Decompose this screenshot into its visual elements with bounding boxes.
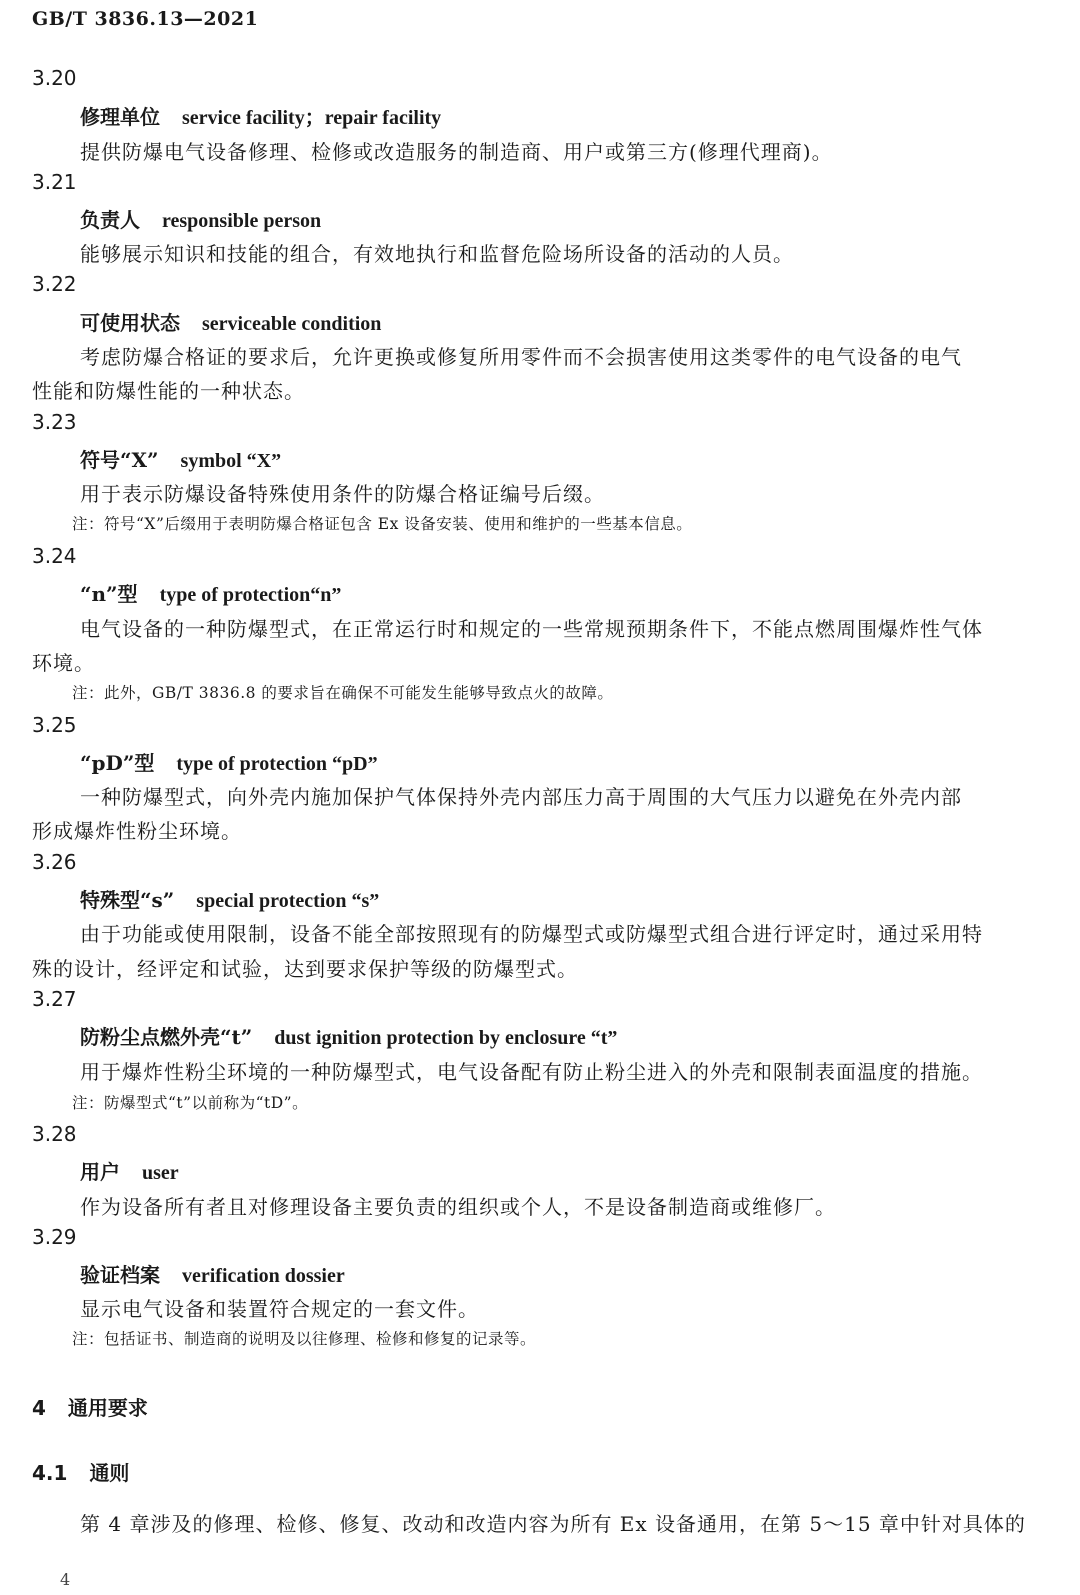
section-heading xyxy=(32,1392,148,1421)
term-zh: 修理单位 xyxy=(80,105,160,129)
definition-line: 环境。 xyxy=(32,651,95,675)
section-number: 4 xyxy=(32,1396,46,1420)
definition-line: 考虑防爆合格证的要求后，允许更换或修复所用零件而不会损害使用这类零件的电气设备的电气 xyxy=(80,345,962,369)
clause-number: 3.27 xyxy=(32,987,77,1011)
clause-number: 3.28 xyxy=(32,1122,77,1146)
note-text: 注：此外，GB/T 3836.8 的要求旨在确保不可能发生能够导致点火的故障。 xyxy=(72,684,614,702)
subsection-number: 4.1 xyxy=(32,1461,68,1485)
definition-line: 作为设备所有者且对修理设备主要负责的组织或个人，不是设备制造商或维修厂。 xyxy=(80,1195,836,1219)
term-en: type of protection “pD” xyxy=(176,753,378,775)
term-en: service facility；repair facility xyxy=(182,107,442,129)
term-heading xyxy=(80,1156,179,1185)
term-en: special protection “s” xyxy=(196,890,380,912)
term-zh: “n”型 xyxy=(80,582,138,606)
note-text: 注：包括证书、制造商的说明及以往修理、检修和修复的记录等。 xyxy=(72,1330,537,1348)
term-en: responsible person xyxy=(162,210,322,232)
note-text: 注：防爆型式“t”以前称为“tD”。 xyxy=(72,1094,309,1112)
definition-line: 显示电气设备和装置符合规定的一套文件。 xyxy=(80,1297,479,1321)
body-paragraph-line: 第 4 章涉及的修理、检修、修复、改动和改造内容为所有 Ex 设备通用，在第 5～15 章中针对具体的 xyxy=(80,1512,1026,1536)
clause-number: 3.24 xyxy=(32,544,77,568)
term-zh: 负责人 xyxy=(80,208,140,232)
term-zh: 特殊型“s” xyxy=(80,888,175,912)
term-heading xyxy=(80,1259,345,1288)
term-en: serviceable condition xyxy=(202,313,382,335)
definition-line: 殊的设计，经评定和试验，达到要求保护等级的防爆型式。 xyxy=(32,957,578,981)
term-heading xyxy=(80,578,341,607)
definition-line: 提供防爆电气设备修理、检修或改造服务的制造商、用户或第三方(修理代理商)。 xyxy=(80,140,833,164)
term-zh: 用户 xyxy=(80,1160,120,1184)
note-text: 注：符号“X”后缀用于表明防爆合格证包含 Ex 设备安装、使用和维护的一些基本信息。 xyxy=(72,515,693,533)
clause-number: 3.29 xyxy=(32,1225,77,1249)
term-heading xyxy=(80,884,379,913)
definition-line: 性能和防爆性能的一种状态。 xyxy=(32,379,305,403)
subsection-title: 通则 xyxy=(89,1461,130,1485)
definition-line: 形成爆炸性粉尘环境。 xyxy=(32,819,242,843)
term-zh: 可使用状态 xyxy=(80,311,180,335)
definition-line: 用于表示防爆设备特殊使用条件的防爆合格证编号后缀。 xyxy=(80,482,605,506)
definition-line: 能够展示知识和技能的组合，有效地执行和监督危险场所设备的活动的人员。 xyxy=(80,242,794,266)
term-zh: 符号“X” xyxy=(80,448,159,472)
definition-line: 一种防爆型式，向外壳内施加保护气体保持外壳内部压力高于周围的大气压力以避免在外壳内部 xyxy=(80,785,962,809)
section-title: 通用要求 xyxy=(67,1396,148,1420)
definition-line: 用于爆炸性粉尘环境的一种防爆型式，电气设备配有防止粉尘进入的外壳和限制表面温度的措施。 xyxy=(80,1060,983,1084)
clause-number: 3.22 xyxy=(32,272,77,296)
term-en: symbol “X” xyxy=(180,450,282,472)
term-heading xyxy=(80,747,378,776)
definition-line: 由于功能或使用限制，设备不能全部按照现有的防爆型式或防爆型式组合进行评定时，通过采用特 xyxy=(80,922,983,946)
term-en: user xyxy=(142,1162,179,1184)
clause-number: 3.26 xyxy=(32,850,77,874)
term-zh: “pD”型 xyxy=(80,751,155,775)
page-number: 4 xyxy=(60,1570,71,1589)
term-heading xyxy=(80,444,281,473)
clause-number: 3.21 xyxy=(32,170,77,194)
term-zh: 防粉尘点燃外壳“t” xyxy=(80,1025,253,1049)
definition-line: 电气设备的一种防爆型式，在正常运行时和规定的一些常规预期条件下，不能点燃周围爆炸性气体 xyxy=(80,617,983,641)
standard-header: GB/T 3836.13—2021 xyxy=(32,8,259,30)
term-heading xyxy=(80,307,381,336)
clause-number: 3.23 xyxy=(32,410,77,434)
term-zh: 验证档案 xyxy=(80,1263,160,1287)
clause-number: 3.25 xyxy=(32,713,77,737)
term-en: type of protection“n” xyxy=(159,584,342,606)
term-en: dust ignition protection by enclosure “t” xyxy=(274,1027,618,1049)
clause-number: 3.20 xyxy=(32,66,77,90)
term-en: verification dossier xyxy=(182,1265,345,1287)
term-heading xyxy=(80,101,441,130)
term-heading xyxy=(80,204,321,233)
term-heading xyxy=(80,1021,617,1050)
subsection-heading xyxy=(32,1457,129,1486)
